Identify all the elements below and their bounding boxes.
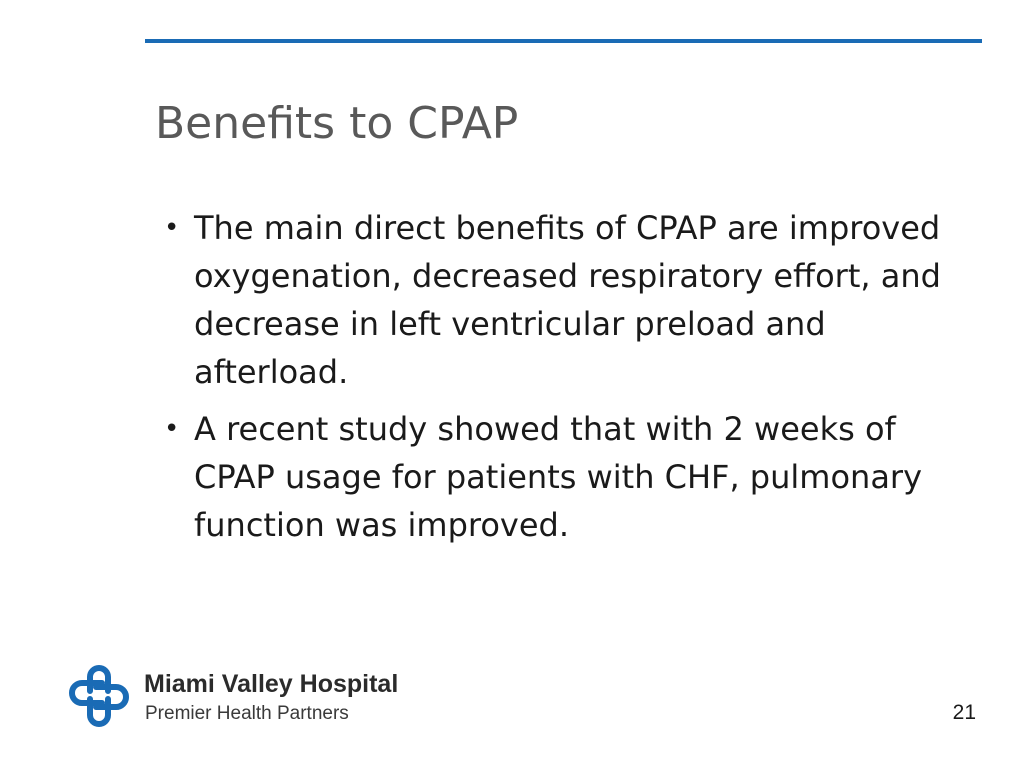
- slide-title: Benefits to CPAP: [155, 98, 519, 149]
- bullet-marker: •: [164, 213, 180, 243]
- logo-hospital-name: Miami Valley Hospital: [144, 670, 399, 698]
- bullet-item: [158, 204, 958, 396]
- bullet-marker: •: [164, 414, 180, 444]
- top-divider-rule: [145, 39, 982, 43]
- bullet-text: A recent study showed that with 2 weeks of CPAP usage for patients with CHF, pulmonary function was improved.: [194, 410, 923, 544]
- bullet-text: The main direct benefits of CPAP are improved oxygenation, decreased respiratory effort, and decrease in left ventricular preload and afterload.: [194, 209, 941, 391]
- bullet-item: [158, 405, 958, 549]
- bullet-list: [158, 204, 958, 558]
- logo-tagline: Premier Health Partners: [145, 703, 349, 724]
- interlocking-loops-icon: [66, 661, 132, 729]
- page-number: 21: [952, 701, 976, 724]
- hospital-logo: [66, 661, 426, 733]
